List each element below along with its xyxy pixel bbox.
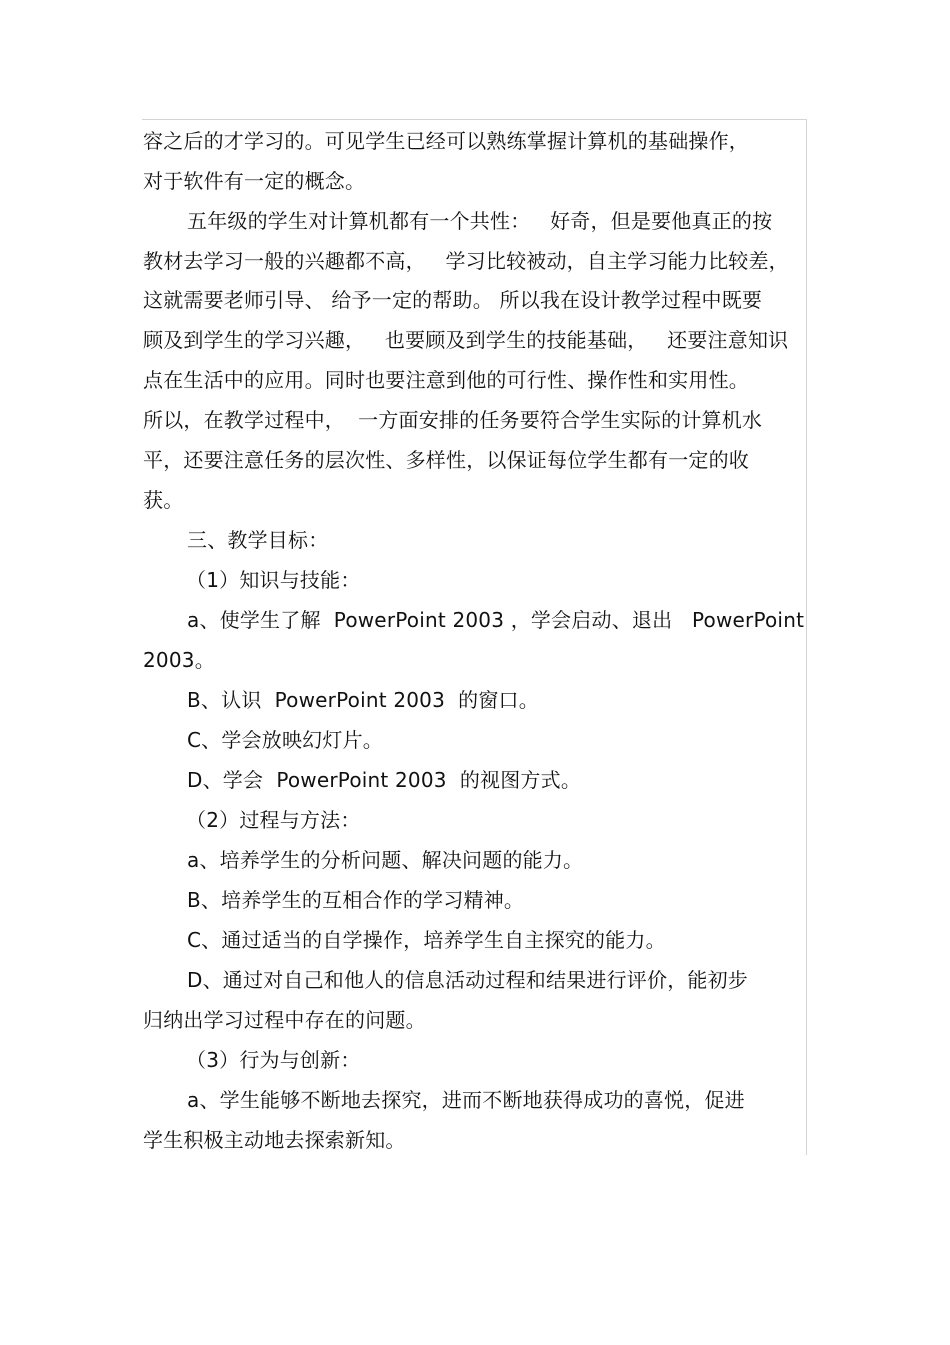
paragraph-line: 容之后的才学习的。可见学生已经可以熟练掌握计算机的基础操作， [143,129,749,153]
list-item: B、培养学生的互相合作的学习精神。 [187,888,525,912]
paragraph-line: 顾及到学生的学习兴趣， 也要顾及到学生的技能基础， 还要注意知识 [143,328,789,352]
list-item: a、培养学生的分析问题、解决问题的能力。 [187,848,584,872]
subsection-heading: （2）过程与方法： [186,808,361,832]
list-item-continuation: 学生积极主动地去探索新知。 [143,1128,406,1152]
paragraph-line: 点在生活中的应用。同时也要注意到他的可行性、操作性和实用性。 [143,368,749,392]
paragraph-line: 平，还要注意任务的层次性、多样性，以保证每位学生都有一定的收 [143,448,749,472]
list-item-continuation: 归纳出学习过程中存在的问题。 [143,1008,426,1032]
paragraph-line: 对于软件有一定的概念。 [143,169,366,193]
list-item: D、通过对自己和他人的信息活动过程和结果进行评价，能初步 [187,968,748,992]
section-heading: 三、教学目标： [187,528,329,552]
page-border [142,119,807,1155]
list-item: a、使学生了解 PowerPoint 2003 ，学会启动、退出 PowerPoint [187,608,805,632]
paragraph-line: 获。 [143,488,184,512]
paragraph-line: 教材去学习一般的兴趣都不高， 学习比较被动，自主学习能力比较差， [143,249,789,273]
list-item: D、学会 PowerPoint 2003 的视图方式。 [187,768,582,792]
subsection-heading: （1）知识与技能： [186,568,361,592]
list-item: C、通过适当的自学操作，培养学生自主探究的能力。 [187,928,666,952]
paragraph-line: 所以，在教学过程中， 一方面安排的任务要符合学生实际的计算机水 [143,408,763,432]
list-item-continuation: 2003。 [143,648,215,672]
paragraph-line: 这就需要老师引导、 给予一定的帮助。 所以我在设计教学过程中既要 [143,288,763,312]
list-item: a、学生能够不断地去探究，进而不断地获得成功的喜悦，促进 [187,1088,745,1112]
paragraph-line: 五年级的学生对计算机都有一个共性： 好奇，但是要他真正的按 [187,209,773,233]
list-item: B、认识 PowerPoint 2003 的窗口。 [187,688,539,712]
list-item: C、学会放映幻灯片。 [187,728,383,752]
subsection-heading: （3）行为与创新： [186,1048,361,1072]
